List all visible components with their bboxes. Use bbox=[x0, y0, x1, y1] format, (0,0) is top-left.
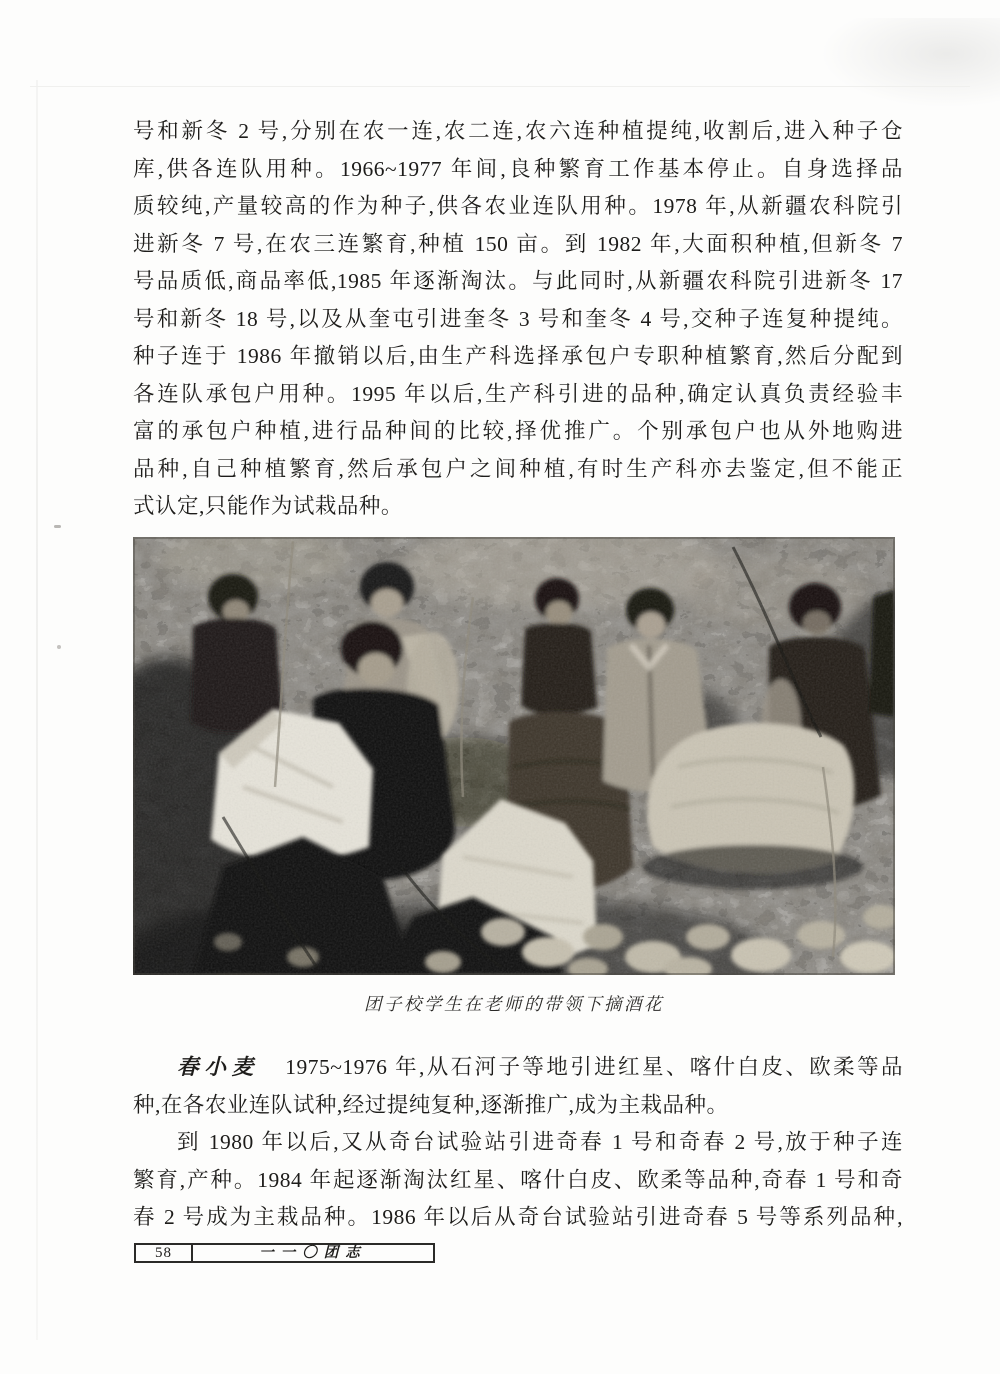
photo-figure bbox=[133, 537, 895, 1016]
paragraph-winter-wheat bbox=[133, 113, 903, 526]
text-line bbox=[133, 1049, 903, 1087]
text-line: 到 1980 年以后,又从奇台试验站引进奇春 1 号和奇春 2 号,放于种子连 bbox=[177, 1130, 903, 1154]
scan-artifact bbox=[36, 80, 38, 1340]
text-line: 富的承包户种植,进行品种间的比较,择优推广。个别承包户也从外地购进 bbox=[133, 419, 903, 443]
photo-children-picking-hops bbox=[133, 537, 895, 975]
page-footer bbox=[134, 1243, 435, 1263]
text-line: 种,在各农业连队试种,经过提纯复种,逐渐推广,成为主栽品种。 bbox=[133, 1092, 729, 1117]
text-line: 繁育,产种。1984 年起逐渐淘汰红星、喀什白皮、欧柔等品种,奇春 1 号和奇 bbox=[133, 1167, 903, 1192]
text-line-rest: 1975~1976 年,从石河子等地引进红星、喀什白皮、欧柔等品 bbox=[285, 1055, 903, 1079]
book-title: 一一〇团志 bbox=[193, 1243, 435, 1263]
text-line: 品种,自己种植繁育,然后承包户之间种植,有时生产科亦去鉴定,但不能正 bbox=[133, 456, 903, 481]
text-line: 进新冬 7 号,在农三连繁育,种植 150 亩。到 1982 年,大面积种植,但新冬 7 bbox=[133, 231, 903, 256]
text-line: 号和新冬 2 号,分别在农一连,农二连,农六连种植提纯,收割后,进入种子仓 bbox=[133, 119, 903, 143]
term-spring-wheat: 春小麦 bbox=[177, 1055, 260, 1079]
text-line: 种子连于 1986 年撤销以后,由生产科选择承包户专职种植繁育,然后分配到 bbox=[133, 344, 903, 368]
text-line: 号和新冬 18 号,以及从奎屯引进奎冬 3 号和奎冬 4 号,交种子连复种提纯。 bbox=[133, 306, 903, 331]
text-line: 式认定,只能作为试栽品种。 bbox=[133, 494, 403, 518]
text-line: 库,供各连队用种。1966~1977 年间,良种繁育工作基本停止。自身选择品 bbox=[133, 156, 903, 181]
scan-artifact bbox=[30, 86, 970, 87]
text-line: 春 2 号成为主栽品种。1986 年以后从奇台试验站引进奇春 5 号等系列品种, bbox=[133, 1205, 903, 1229]
scan-artifact bbox=[57, 645, 61, 649]
paragraph-spring-wheat bbox=[133, 1049, 903, 1237]
scan-artifact bbox=[54, 525, 61, 528]
text-line: 质较纯,产量较高的作为种子,供各农业连队用种。1978 年,从新疆农科院引 bbox=[133, 194, 903, 218]
page-number: 58 bbox=[134, 1243, 193, 1263]
photo-caption: 团子校学生在老师的带领下摘酒花 bbox=[364, 994, 664, 1014]
text-line: 各连队承包户用种。1995 年以后,生产科引进的品种,确定认真负责经验丰 bbox=[133, 381, 903, 406]
text-line: 号品质低,商品率低,1985 年逐渐淘汰。与此同时,从新疆农科院引进新冬 17 bbox=[133, 269, 903, 293]
scan-artifact bbox=[820, 18, 1000, 108]
